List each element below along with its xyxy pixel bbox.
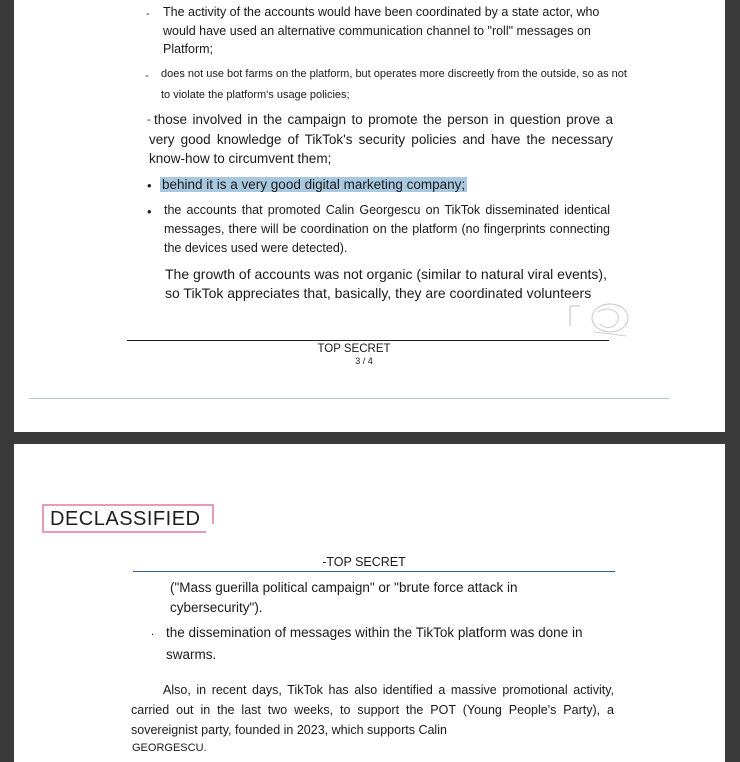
document-page-4 <box>14 444 725 762</box>
paragraph-organic-growth: The growth of accounts was not organic (similar to natural viral events), so TikTok appreciates that, basically, they are coordinated volunteers <box>165 266 607 301</box>
list-item-identical-messages: the accounts that promoted Calin Georgescu on TikTok disseminated identical messages, there will be coordination on the platform (no fingerprints connecting the devices used were detected). <box>164 203 610 255</box>
document-page-3 <box>14 0 725 432</box>
header-rule <box>133 571 615 572</box>
quote-guerilla-campaign: ("Mass guerilla political campaign" or "brute force attack in cybersecurity"). <box>170 580 518 615</box>
bullet-marker: • <box>147 178 152 193</box>
paragraph-pot-promotion-end: GEORGESCU. <box>132 742 207 754</box>
seal-stamp-icon <box>566 298 638 340</box>
bullet-marker: - <box>147 114 151 126</box>
bullet-marker: - <box>145 70 149 82</box>
header-classification: -TOP SECRET <box>322 555 406 569</box>
bullet-marker: - <box>146 8 150 20</box>
footer-classification: TOP SECRET <box>317 343 391 355</box>
list-item-swarms: the dissemination of messages within the TikTok platform was done in swarms. <box>166 625 583 662</box>
page-bottom-edge <box>29 398 669 399</box>
bullet-marker: • <box>147 204 152 219</box>
page-number: 3 / 4 <box>355 356 373 366</box>
list-item-marketing-company <box>160 175 620 194</box>
list-item-security-knowledge: those involved in the campaign to promote the person in question prove a very good knowledge of TikTok's security policies and have the necessary know-how to circumvent them; <box>149 112 613 166</box>
text-highlight: behind it is a very good digital marketing company; <box>162 177 466 192</box>
paragraph-pot-promotion: Also, in recent days, TikTok has also identified a massive promotional activity, carried out in the last two weeks, to support the POT (Young People's Party), a sovereignist party, founded in 2023, which supports Calin <box>131 683 614 737</box>
bullet-marker: . <box>151 626 155 638</box>
declassified-stamp: DECLASSIFIED <box>42 504 206 533</box>
list-item-state-actor: The activity of the accounts would have been coordinated by a state actor, who would have used an alternative communication channel to "roll" messages on Platform; <box>163 5 600 56</box>
footer-rule <box>127 340 609 341</box>
list-item-bot-farms: does not use bot farms on the platform, but operates more discreetly from the outside, so as not to violate the platform's usage policies; <box>161 68 627 101</box>
